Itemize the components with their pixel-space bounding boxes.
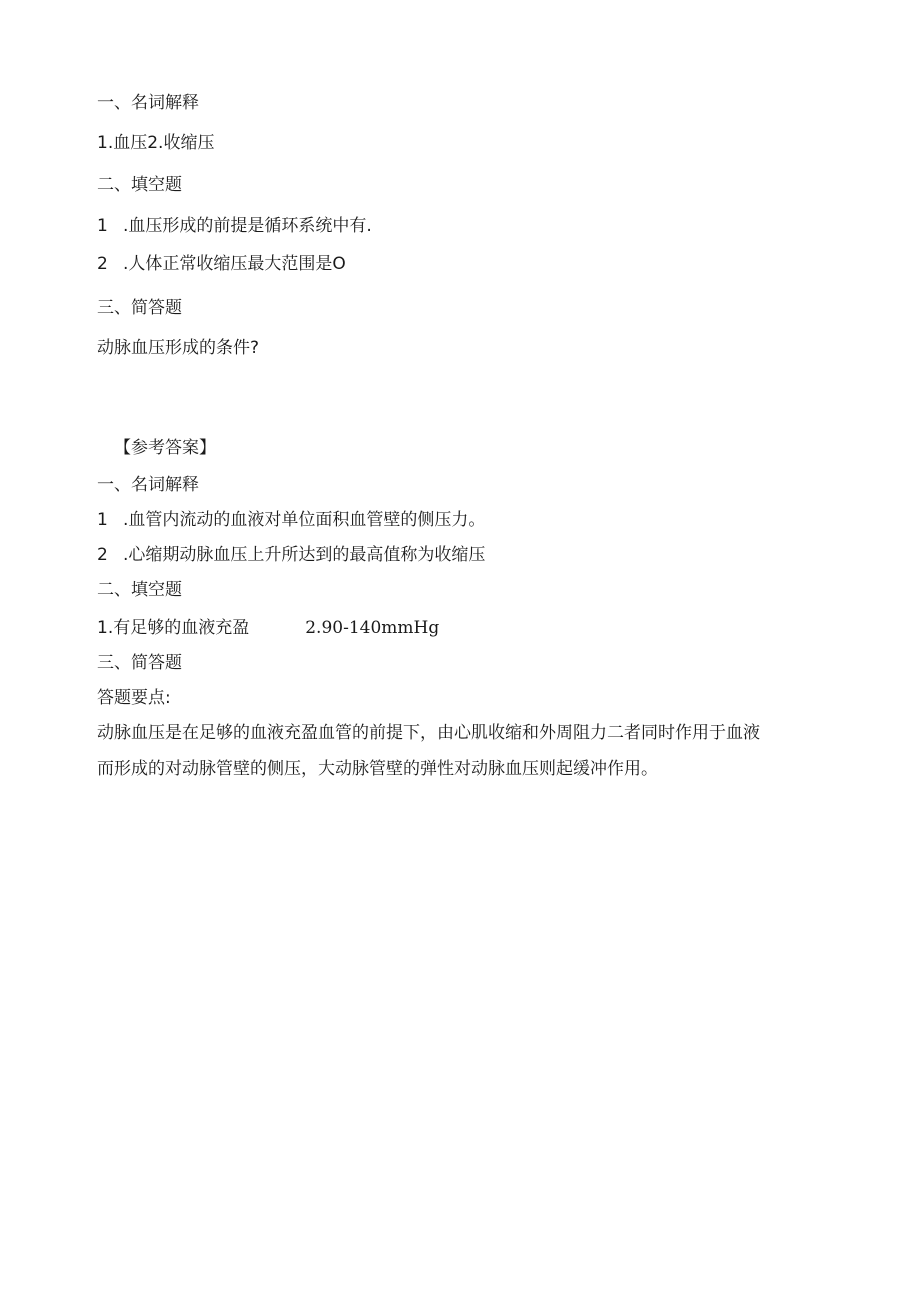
fill-blank-answers (97, 617, 439, 639)
answer-text: .血管内流动的血液对单位面积血管壁的侧压力。 (123, 510, 486, 530)
definition-terms: 1.血压2.收缩压 (97, 133, 215, 153)
fill-blank-question-1 (97, 215, 372, 237)
fill-blank-answer-2: 2.90-140mmHg (305, 618, 440, 638)
paragraph-line-1: 动脉血压是在足够的血液充盈血管的前提下，由心肌收缩和外周阻力二者同时作用于血液 (97, 723, 760, 743)
section-title-short-answer: 三、简答题 (97, 298, 182, 318)
question-number: 1 (97, 216, 108, 236)
short-answer-paragraph (97, 715, 827, 787)
answer-section-title-fill-blank: 二、填空题 (97, 580, 182, 600)
answer-definition-1 (97, 509, 485, 531)
answer-section-title-short-answer: 三、简答题 (97, 653, 182, 673)
answer-text: .心缩期动脉血压上升所达到的最高值称为收缩压 (123, 545, 486, 565)
answer-points-label: 答题要点: (97, 688, 171, 708)
short-answer-question: 动脉血压形成的条件? (97, 338, 260, 358)
answer-number: 2 (97, 545, 108, 565)
question-number: 2 (97, 254, 108, 274)
paragraph-line-2: 而形成的对动脉管壁的侧压，大动脉管壁的弹性对动脉血压则起缓冲作用。 (97, 759, 658, 779)
section-title-definitions: 一、名词解释 (97, 93, 199, 113)
question-text: .人体正常收缩压最大范围是O (123, 254, 346, 274)
reference-answer-header: 【参考答案】 (114, 438, 216, 458)
fill-blank-answer-1: 1.有足够的血液充盈 (97, 618, 250, 638)
question-text: .血压形成的前提是循环系统中有. (123, 216, 372, 236)
answer-number: 1 (97, 510, 108, 530)
section-title-fill-blank: 二、填空题 (97, 175, 182, 195)
answer-section-title-definitions: 一、名词解释 (97, 475, 199, 495)
fill-blank-question-2 (97, 253, 346, 275)
answer-definition-2 (97, 544, 485, 566)
